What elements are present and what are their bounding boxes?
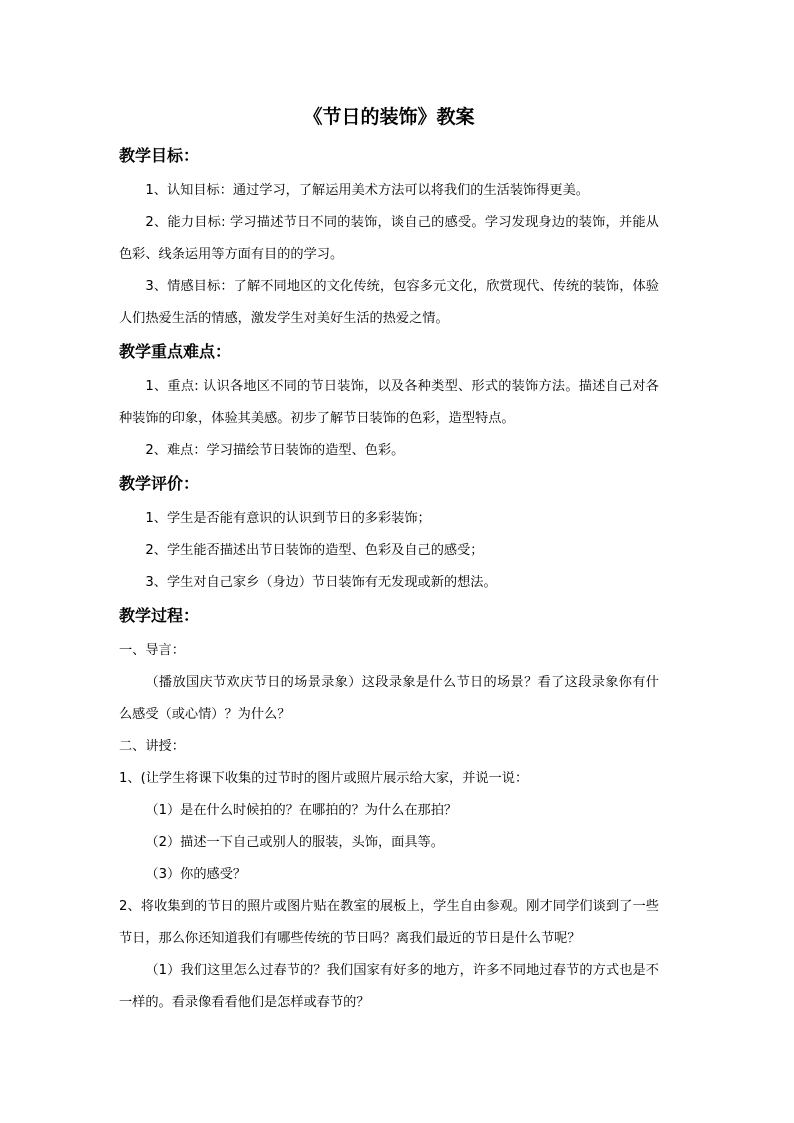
paragraph: 1、(让学生将课下收集的过节时的图片或照片展示给大家，并说一说： [119,771,529,786]
paragraph: 3、学生对自己家乡（身边）节日装饰有无发现或新的想法。 [145,575,497,590]
list-item: （1）是在什么时候拍的？在哪拍的？为什么在那拍？ [145,803,458,818]
section-teaching-goals [119,143,659,335]
section-evaluation [119,471,659,599]
document-title: 《节日的装饰》教案 [303,106,475,128]
paragraph: 1、重点: 认识各地区不同的节日装饰，以及各种类型、形式的装饰方法。描述自己对各种装饰的印象，体验其美感。初步了解节日装饰的色彩，造型特点。 [119,379,659,426]
paragraph: 2、将收集到的节日的照片或图片贴在教室的展板上，学生自由参观。刚才同学们谈到了一些节日，那么你还知道我们有哪些传统的节日吗？离我们最近的节日是什么节呢？ [119,899,659,946]
subheading-intro: 一、导言： [119,643,185,658]
paragraph: 3、情感目标：了解不同地区的文化传统，包容多元文化，欣赏现代、传统的装饰，体验人们热爱生活的情感，激发学生对美好生活的热爱之情。 [119,279,659,326]
list-item: （2）描述一下自己或别人的服装，头饰，面具等。 [145,835,444,850]
section-key-points [119,339,659,467]
subheading-lecture: 二、讲授： [119,739,185,754]
paragraph: （1）我们这里怎么过春节的？我们国家有好多的地方，许多不同地过春节的方式也是不一样的。看录像看看他们是怎样或春节的？ [119,963,659,1010]
paragraph: 1、学生是否能有意识的认识到节日的多彩装饰； [145,511,431,526]
paragraph: 2、能力目标: 学习描述节日不同的装饰，谈自己的感受。学习发现身边的装饰，并能从色彩、线条运用等方面有目的的学习。 [119,215,659,262]
paragraph: （播放国庆节欢庆节日的场景录象）这段录象是什么节日的场景？看了这段录象你有什么感受（或心情）？为什么？ [119,675,659,722]
list-item: （3）你的感受？ [145,867,247,882]
section-heading: 教学重点难点： [119,342,232,361]
document-body [119,101,659,1021]
section-teaching-process [119,603,659,1019]
section-heading: 教学评价： [119,474,200,493]
section-heading: 教学过程： [119,606,200,625]
paragraph: 1、认知目标：通过学习，了解运用美术方法可以将我们的生活装饰得更美。 [145,183,589,198]
paragraph: 2、难点：学习描绘节日装饰的造型、色彩。 [145,443,405,458]
paragraph: 2、学生能否描述出节日装饰的造型、色彩及自己的感受； [145,543,484,558]
section-heading: 教学目标： [119,146,200,165]
